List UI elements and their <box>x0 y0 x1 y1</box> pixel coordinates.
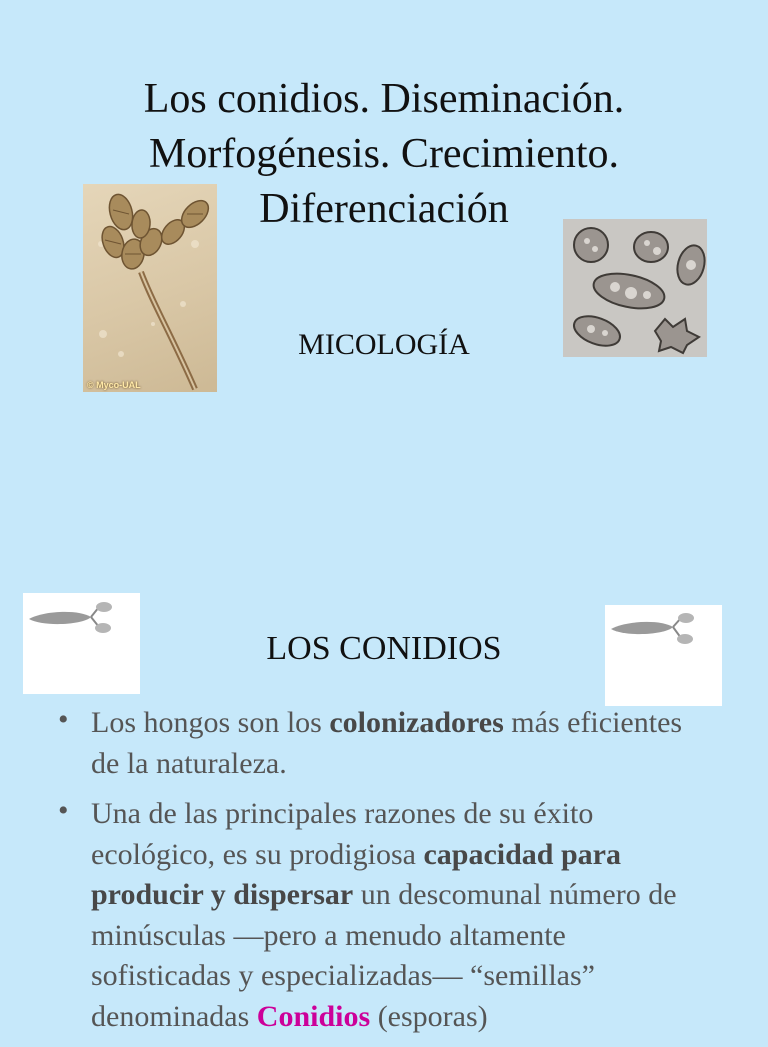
section-title: LOS CONIDIOS <box>266 630 502 667</box>
bullet-2-text-b: un descomunal número de minúsculas —pero a menudo altamente sofisticadas y especializadas— “semillas” denominadas <box>91 878 677 1033</box>
bullet-2-text-c: (esporas) <box>370 999 488 1033</box>
bullet-item-2 <box>58 794 708 1037</box>
photo-watermark: © Myco-UAL <box>87 380 141 390</box>
bullet-list <box>58 703 708 1047</box>
title-line-1: Los conidios. Diseminación. <box>143 76 625 122</box>
bullet-2-text-a: Una de las principales razones de su éxito ecológico, es su prodigiosa <box>91 797 594 871</box>
title-line-2: Morfogénesis. Crecimiento. <box>148 131 620 177</box>
bullet-2-bold: capacidad para producir y dispersar <box>91 837 621 911</box>
bullet-dot-icon: • <box>58 794 69 827</box>
bullet-1-text-a: Los hongos son los <box>91 706 330 739</box>
bullet-1-bold: colonizadores <box>329 706 504 739</box>
content-slide <box>0 560 768 1033</box>
title-line-3: Diferenciación <box>259 186 509 232</box>
bullet-dot-icon: • <box>58 703 69 736</box>
bullet-1-text-b: más eficientes de la naturaleza. <box>91 706 683 780</box>
bullet-2-accent-term: Conidios <box>256 999 371 1033</box>
course-subtitle: MICOLOGÍA <box>298 328 470 361</box>
bullet-item-1 <box>58 703 708 784</box>
